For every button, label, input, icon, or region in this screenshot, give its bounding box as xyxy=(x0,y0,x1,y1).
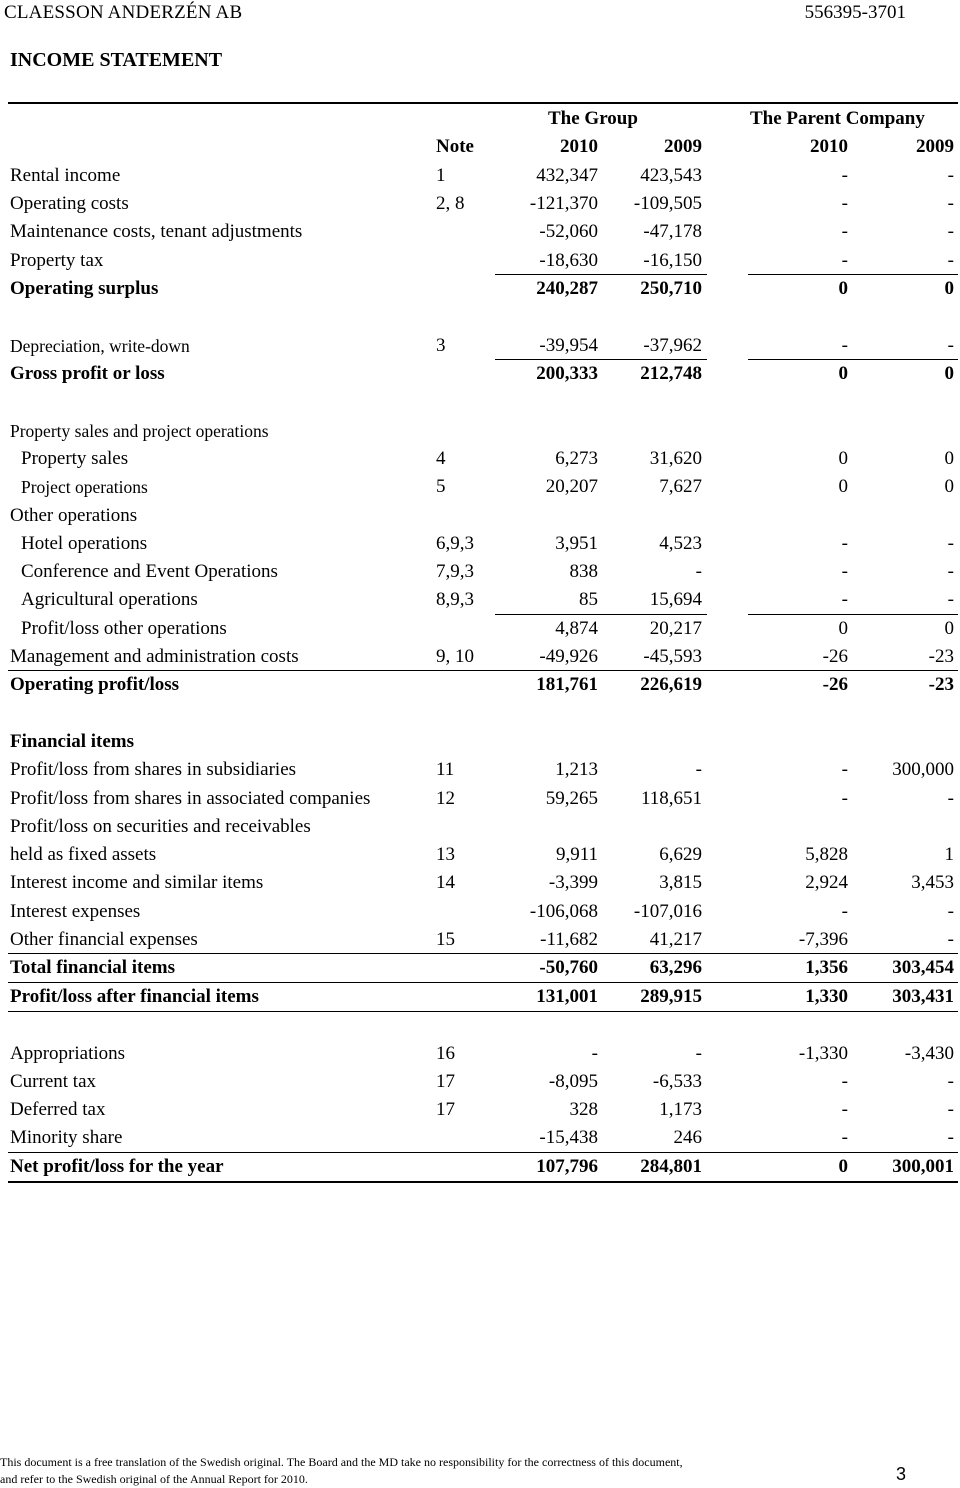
row-note: 4 xyxy=(436,448,446,469)
row-note: 5 xyxy=(436,476,446,497)
parent-heading: The Parent Company xyxy=(750,108,925,129)
row-label: Interest expenses xyxy=(10,901,141,922)
parent-2009-value: 0 xyxy=(944,278,954,299)
group-heading: The Group xyxy=(548,108,638,129)
row-label: Minority share xyxy=(10,1127,123,1148)
group-2010-value: 20,207 xyxy=(545,476,598,497)
parent-2009-value: 303,454 xyxy=(892,957,954,978)
group-2009-value: 212,748 xyxy=(640,363,702,384)
table-row xyxy=(0,218,960,246)
table-row xyxy=(0,643,960,671)
parent-2009-value: 303,431 xyxy=(892,986,954,1007)
section-heading xyxy=(0,502,960,530)
parent-2009-value: - xyxy=(947,193,954,214)
table-row xyxy=(0,586,960,614)
row-note: 16 xyxy=(436,1043,455,1064)
group-2010-value: 59,265 xyxy=(545,788,598,809)
row-label: Management and administration costs xyxy=(10,646,299,667)
group-2010-value: 6,273 xyxy=(555,448,598,469)
parent-2010-heading: 2010 xyxy=(810,136,848,157)
parent-2010-value: -7,396 xyxy=(798,929,848,950)
group-2009-value: 20,217 xyxy=(649,618,702,639)
parent-2010-value: 0 xyxy=(838,1156,848,1177)
parent-2009-value: - xyxy=(947,1099,954,1120)
parent-2010-value: 1,356 xyxy=(805,957,848,978)
group-2010-value: -15,438 xyxy=(539,1127,598,1148)
table-row xyxy=(0,983,960,1011)
parent-2009-value: - xyxy=(947,165,954,186)
group-2009-value: -37,962 xyxy=(643,335,702,356)
row-note: 2, 8 xyxy=(436,193,465,214)
table-row xyxy=(0,473,960,501)
table-row xyxy=(0,671,960,699)
table-row xyxy=(0,332,960,360)
company-name: CLAESSON ANDERZÉN AB xyxy=(4,2,243,23)
table-row xyxy=(0,615,960,643)
table-row xyxy=(0,162,960,190)
row-note: 14 xyxy=(436,872,455,893)
top-rule xyxy=(8,102,958,104)
table-row xyxy=(0,1068,960,1096)
group-2009-value: -16,150 xyxy=(643,250,702,271)
group-2009-value: 250,710 xyxy=(640,278,702,299)
table-row xyxy=(0,360,960,388)
row-label: Other operations xyxy=(10,505,138,526)
table-row xyxy=(0,247,960,275)
table-row xyxy=(0,785,960,813)
group-2010-value: 85 xyxy=(579,589,598,610)
row-note: 3 xyxy=(436,335,446,356)
parent-2010-value: -1,330 xyxy=(798,1043,848,1064)
column-year-heading-row xyxy=(0,133,960,161)
group-2010-value: 4,874 xyxy=(555,618,598,639)
parent-2009-value: 0 xyxy=(944,363,954,384)
row-label: Appropriations xyxy=(10,1043,126,1064)
group-2009-value: -109,505 xyxy=(633,193,702,214)
parent-2010-value: - xyxy=(841,788,848,809)
group-2010-value: -52,060 xyxy=(539,221,598,242)
row-note: 9, 10 xyxy=(436,646,474,667)
group-2009-value: 1,173 xyxy=(659,1099,702,1120)
group-2009-heading: 2009 xyxy=(664,136,702,157)
parent-2010-value: - xyxy=(841,1127,848,1148)
row-note: 6,9,3 xyxy=(436,533,474,554)
parent-2010-value: 1,330 xyxy=(805,986,848,1007)
parent-2010-value: -26 xyxy=(822,674,848,695)
parent-2009-value: - xyxy=(947,788,954,809)
parent-2009-value: - xyxy=(947,335,954,356)
parent-2009-value: 0 xyxy=(944,618,954,639)
row-note: 15 xyxy=(436,929,455,950)
row-note: 17 xyxy=(436,1099,455,1120)
parent-2009-value: - xyxy=(947,929,954,950)
table-row xyxy=(0,275,960,303)
parent-2009-value: - xyxy=(947,589,954,610)
parent-2009-value: 0 xyxy=(944,448,954,469)
group-2010-value: -49,926 xyxy=(539,646,598,667)
table-row xyxy=(0,869,960,897)
group-2010-value: 432,347 xyxy=(536,165,598,186)
parent-2009-value: -23 xyxy=(928,646,954,667)
parent-2009-value: -3,430 xyxy=(904,1043,954,1064)
row-label: Operating surplus xyxy=(10,278,159,299)
group-2010-value: -39,954 xyxy=(539,335,598,356)
group-2009-value: 4,523 xyxy=(659,533,702,554)
group-2009-value: -6,533 xyxy=(652,1071,702,1092)
row-label: Current tax xyxy=(10,1071,97,1092)
parent-2009-value: 300,000 xyxy=(892,759,954,780)
group-2009-value: 31,620 xyxy=(649,448,702,469)
row-label: Conference and Event Operations xyxy=(21,561,278,582)
row-label: held as fixed assets xyxy=(10,844,157,865)
table-row xyxy=(0,756,960,784)
table-row xyxy=(0,1124,960,1152)
parent-2010-value: - xyxy=(841,533,848,554)
row-label: Total financial items xyxy=(10,957,176,978)
row-label: Operating profit/loss xyxy=(10,674,180,695)
group-2009-value: 284,801 xyxy=(640,1156,702,1177)
row-label: Project operations xyxy=(21,477,148,497)
group-2010-value: 3,951 xyxy=(555,533,598,554)
page-number: 3 xyxy=(895,1464,906,1484)
row-label: Other financial expenses xyxy=(10,929,198,950)
parent-2009-value: - xyxy=(947,561,954,582)
parent-2009-value: - xyxy=(947,250,954,271)
row-label: Profit/loss on securities and receivables xyxy=(10,816,311,837)
note-heading: Note xyxy=(436,136,474,157)
row-label: Deferred tax xyxy=(10,1099,106,1120)
parent-2009-value: 1 xyxy=(944,844,954,865)
row-label: Net profit/loss for the year xyxy=(10,1156,224,1177)
parent-2010-value: 0 xyxy=(838,476,848,497)
row-note: 11 xyxy=(436,759,455,780)
parent-2010-value: - xyxy=(841,901,848,922)
table-row xyxy=(0,954,960,982)
parent-2010-value: -26 xyxy=(822,646,848,667)
footer-disclaimer-line1: This document is a free translation of the Swedish original. The Board and the MD take no responsibility for the correctness of this document, xyxy=(0,1455,683,1469)
row-label: Gross profit or loss xyxy=(10,363,165,384)
parent-2010-value: - xyxy=(841,589,848,610)
table-row xyxy=(0,558,960,586)
group-2010-value: 200,333 xyxy=(536,363,598,384)
table-row xyxy=(0,1096,960,1124)
row-note: 17 xyxy=(436,1071,455,1092)
subtotal-rule xyxy=(8,1011,958,1012)
table-row xyxy=(0,190,960,218)
group-2009-value: 7,627 xyxy=(659,476,702,497)
footer-disclaimer-line2: and refer to the Swedish original of the Annual Report for 2010. xyxy=(0,1472,308,1486)
group-2010-value: -50,760 xyxy=(539,957,598,978)
org-number: 556395-3701 xyxy=(804,2,906,23)
parent-2009-heading: 2009 xyxy=(916,136,954,157)
group-2010-value: 240,287 xyxy=(536,278,598,299)
row-label: Profit/loss from shares in subsidiaries xyxy=(10,759,297,780)
group-2009-value: -47,178 xyxy=(643,221,702,242)
parent-2010-value: - xyxy=(841,221,848,242)
parent-2009-value: - xyxy=(947,1127,954,1148)
table-row xyxy=(0,841,960,869)
row-note: 7,9,3 xyxy=(436,561,474,582)
table-row xyxy=(0,445,960,473)
parent-2010-value: - xyxy=(841,335,848,356)
row-note: 12 xyxy=(436,788,455,809)
row-label: Operating costs xyxy=(10,193,129,214)
page-title: INCOME STATEMENT xyxy=(10,49,223,71)
row-label: Interest income and similar items xyxy=(10,872,264,893)
group-2010-value: 838 xyxy=(569,561,598,582)
group-2010-value: -11,682 xyxy=(540,929,598,950)
group-2009-value: 289,915 xyxy=(640,986,702,1007)
group-2009-value: 6,629 xyxy=(659,844,702,865)
group-2009-value: 15,694 xyxy=(649,589,702,610)
table-row xyxy=(0,898,960,926)
parent-2009-value: 0 xyxy=(944,476,954,497)
group-2010-heading: 2010 xyxy=(560,136,598,157)
group-2009-value: 3,815 xyxy=(659,872,702,893)
group-2009-value: 41,217 xyxy=(649,929,702,950)
parent-2010-value: - xyxy=(841,165,848,186)
group-2010-value: -18,630 xyxy=(539,250,598,271)
row-note: 13 xyxy=(436,844,455,865)
group-2010-value: -8,095 xyxy=(548,1071,598,1092)
row-note: 8,9,3 xyxy=(436,589,474,610)
parent-2010-value: 5,828 xyxy=(805,844,848,865)
parent-2010-value: - xyxy=(841,193,848,214)
group-2009-value: - xyxy=(695,561,702,582)
parent-2010-value: 0 xyxy=(838,278,848,299)
group-2009-value: -45,593 xyxy=(643,646,702,667)
parent-2010-value: 0 xyxy=(838,363,848,384)
column-group-heading-row xyxy=(0,105,960,133)
parent-2009-value: 300,001 xyxy=(892,1156,954,1177)
parent-2009-value: - xyxy=(947,901,954,922)
group-2009-value: 246 xyxy=(673,1127,702,1148)
parent-2010-value: - xyxy=(841,1099,848,1120)
table-row xyxy=(0,926,960,954)
table-row xyxy=(0,1040,960,1068)
row-label: Hotel operations xyxy=(21,533,148,554)
row-label: Financial items xyxy=(10,731,135,752)
table-row xyxy=(0,530,960,558)
group-2009-value: 423,543 xyxy=(640,165,702,186)
row-note: 1 xyxy=(436,165,446,186)
table-row xyxy=(0,813,960,841)
table-row xyxy=(0,1153,960,1181)
parent-2010-value: - xyxy=(841,561,848,582)
parent-2009-value: - xyxy=(947,1071,954,1092)
group-2010-value: 181,761 xyxy=(536,674,598,695)
row-label: Maintenance costs, tenant adjustments xyxy=(10,221,303,242)
section-heading xyxy=(0,728,960,756)
parent-2009-value: - xyxy=(947,533,954,554)
group-2009-value: 118,651 xyxy=(640,788,702,809)
parent-2009-value: 3,453 xyxy=(911,872,954,893)
row-label: Property tax xyxy=(10,250,104,271)
row-label: Profit/loss other operations xyxy=(21,618,227,639)
group-2009-value: -107,016 xyxy=(633,901,702,922)
row-label: Property sales xyxy=(21,448,129,469)
parent-2010-value: 0 xyxy=(838,448,848,469)
group-2010-value: - xyxy=(591,1043,598,1064)
group-2010-value: -106,068 xyxy=(529,901,598,922)
group-2009-value: - xyxy=(695,1043,702,1064)
parent-2010-value: - xyxy=(841,759,848,780)
group-2010-value: -3,399 xyxy=(548,872,598,893)
row-label: Depreciation, write-down xyxy=(10,336,190,356)
parent-2010-value: - xyxy=(841,1071,848,1092)
row-label: Profit/loss from shares in associated companies xyxy=(10,788,371,809)
group-2009-value: 226,619 xyxy=(640,674,702,695)
group-2010-value: 131,001 xyxy=(536,986,598,1007)
final-rule xyxy=(8,1181,958,1183)
parent-2010-value: 2,924 xyxy=(805,872,848,893)
section-heading xyxy=(0,417,960,445)
parent-2010-value: 0 xyxy=(838,618,848,639)
group-2010-value: 328 xyxy=(569,1099,598,1120)
row-label: Property sales and project operations xyxy=(10,421,269,441)
group-2009-value: 63,296 xyxy=(649,957,702,978)
group-2010-value: 1,213 xyxy=(555,759,598,780)
parent-2009-value: -23 xyxy=(928,674,954,695)
group-2010-value: 107,796 xyxy=(536,1156,598,1177)
group-2009-value: - xyxy=(695,759,702,780)
parent-2009-value: - xyxy=(947,221,954,242)
row-label: Agricultural operations xyxy=(21,589,198,610)
group-2010-value: -121,370 xyxy=(529,193,598,214)
row-label: Profit/loss after financial items xyxy=(10,986,259,1007)
row-label: Rental income xyxy=(10,165,121,186)
parent-2010-value: - xyxy=(841,250,848,271)
group-2010-value: 9,911 xyxy=(555,844,598,865)
